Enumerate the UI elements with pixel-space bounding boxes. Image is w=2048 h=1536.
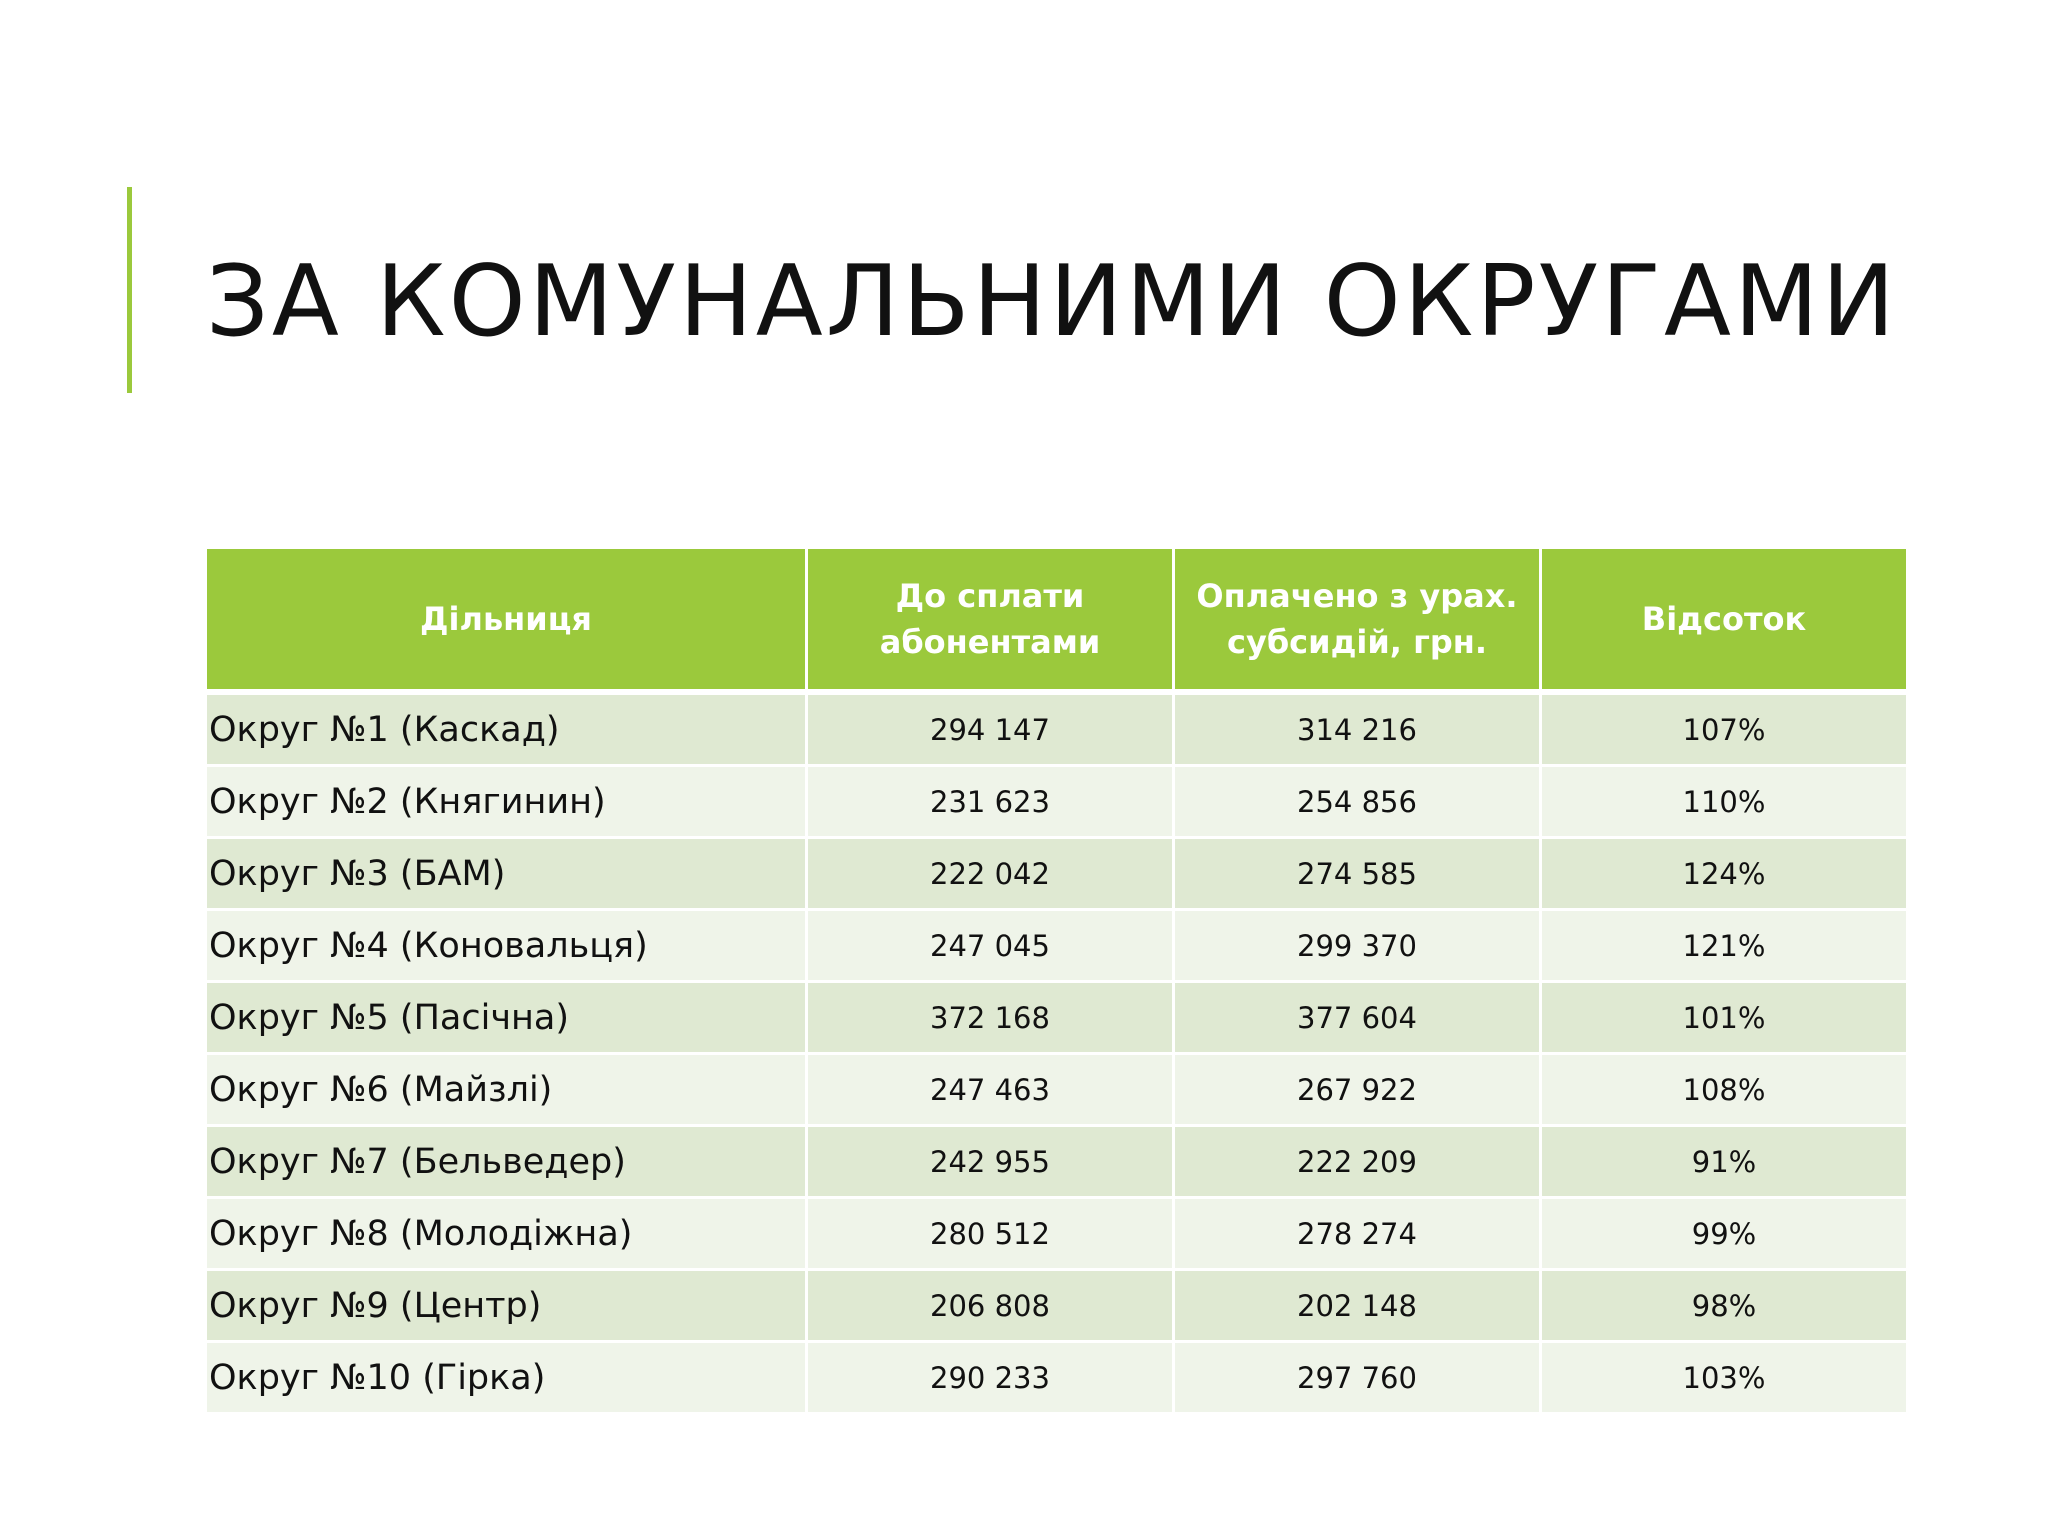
due-amount-cell: 294 147: [807, 692, 1174, 766]
percent-cell: 99%: [1541, 1198, 1908, 1270]
percent-cell: 103%: [1541, 1342, 1908, 1414]
table-header: [206, 548, 1908, 693]
paid-amount-cell: 274 585: [1174, 838, 1541, 910]
table-row: [206, 1342, 1908, 1414]
header-row: [206, 548, 1908, 693]
header-percent: Відсоток: [1541, 548, 1908, 693]
table-row: [206, 1270, 1908, 1342]
percent-cell: 107%: [1541, 692, 1908, 766]
paid-amount-cell: 278 274: [1174, 1198, 1541, 1270]
paid-amount-cell: 299 370: [1174, 910, 1541, 982]
district-name-cell: Округ №5 (Пасічна): [206, 982, 807, 1054]
table-row: [206, 910, 1908, 982]
table-row: [206, 838, 1908, 910]
paid-amount-cell: 377 604: [1174, 982, 1541, 1054]
due-amount-cell: 242 955: [807, 1126, 1174, 1198]
district-name-cell: Округ №6 (Майзлі): [206, 1054, 807, 1126]
percent-cell: 101%: [1541, 982, 1908, 1054]
table-row: [206, 1126, 1908, 1198]
paid-amount-cell: 254 856: [1174, 766, 1541, 838]
due-amount-cell: 280 512: [807, 1198, 1174, 1270]
due-amount-cell: 290 233: [807, 1342, 1174, 1414]
percent-cell: 91%: [1541, 1126, 1908, 1198]
due-amount-cell: 247 463: [807, 1054, 1174, 1126]
table-row: [206, 692, 1908, 766]
table-row: [206, 1198, 1908, 1270]
table-row: [206, 766, 1908, 838]
slide-title: ЗА КОМУНАЛЬНИМИ ОКРУГАМИ: [206, 245, 1898, 359]
district-name-cell: Округ №4 (Коновальця): [206, 910, 807, 982]
header-due: До сплати абонентами: [807, 548, 1174, 693]
table-row: [206, 982, 1908, 1054]
paid-amount-cell: 267 922: [1174, 1054, 1541, 1126]
percent-cell: 121%: [1541, 910, 1908, 982]
percent-cell: 110%: [1541, 766, 1908, 838]
table-body: [206, 692, 1908, 1414]
paid-amount-cell: 314 216: [1174, 692, 1541, 766]
paid-amount-cell: 222 209: [1174, 1126, 1541, 1198]
district-name-cell: Округ №2 (Княгинин): [206, 766, 807, 838]
table-row: [206, 1054, 1908, 1126]
percent-cell: 124%: [1541, 838, 1908, 910]
due-amount-cell: 372 168: [807, 982, 1174, 1054]
district-name-cell: Округ №10 (Гірка): [206, 1342, 807, 1414]
due-amount-cell: 206 808: [807, 1270, 1174, 1342]
paid-amount-cell: 202 148: [1174, 1270, 1541, 1342]
due-amount-cell: 247 045: [807, 910, 1174, 982]
header-paid: Оплачено з урах. субсидій, грн.: [1174, 548, 1541, 693]
district-name-cell: Округ №9 (Центр): [206, 1270, 807, 1342]
district-name-cell: Округ №3 (БАМ): [206, 838, 807, 910]
due-amount-cell: 222 042: [807, 838, 1174, 910]
title-accent-bar: [127, 187, 132, 393]
due-amount-cell: 231 623: [807, 766, 1174, 838]
paid-amount-cell: 297 760: [1174, 1342, 1541, 1414]
districts-table: [204, 546, 1909, 1415]
percent-cell: 98%: [1541, 1270, 1908, 1342]
district-name-cell: Округ №8 (Молодіжна): [206, 1198, 807, 1270]
district-name-cell: Округ №7 (Бельведер): [206, 1126, 807, 1198]
percent-cell: 108%: [1541, 1054, 1908, 1126]
header-district: Дільниця: [206, 548, 807, 693]
district-name-cell: Округ №1 (Каскад): [206, 692, 807, 766]
